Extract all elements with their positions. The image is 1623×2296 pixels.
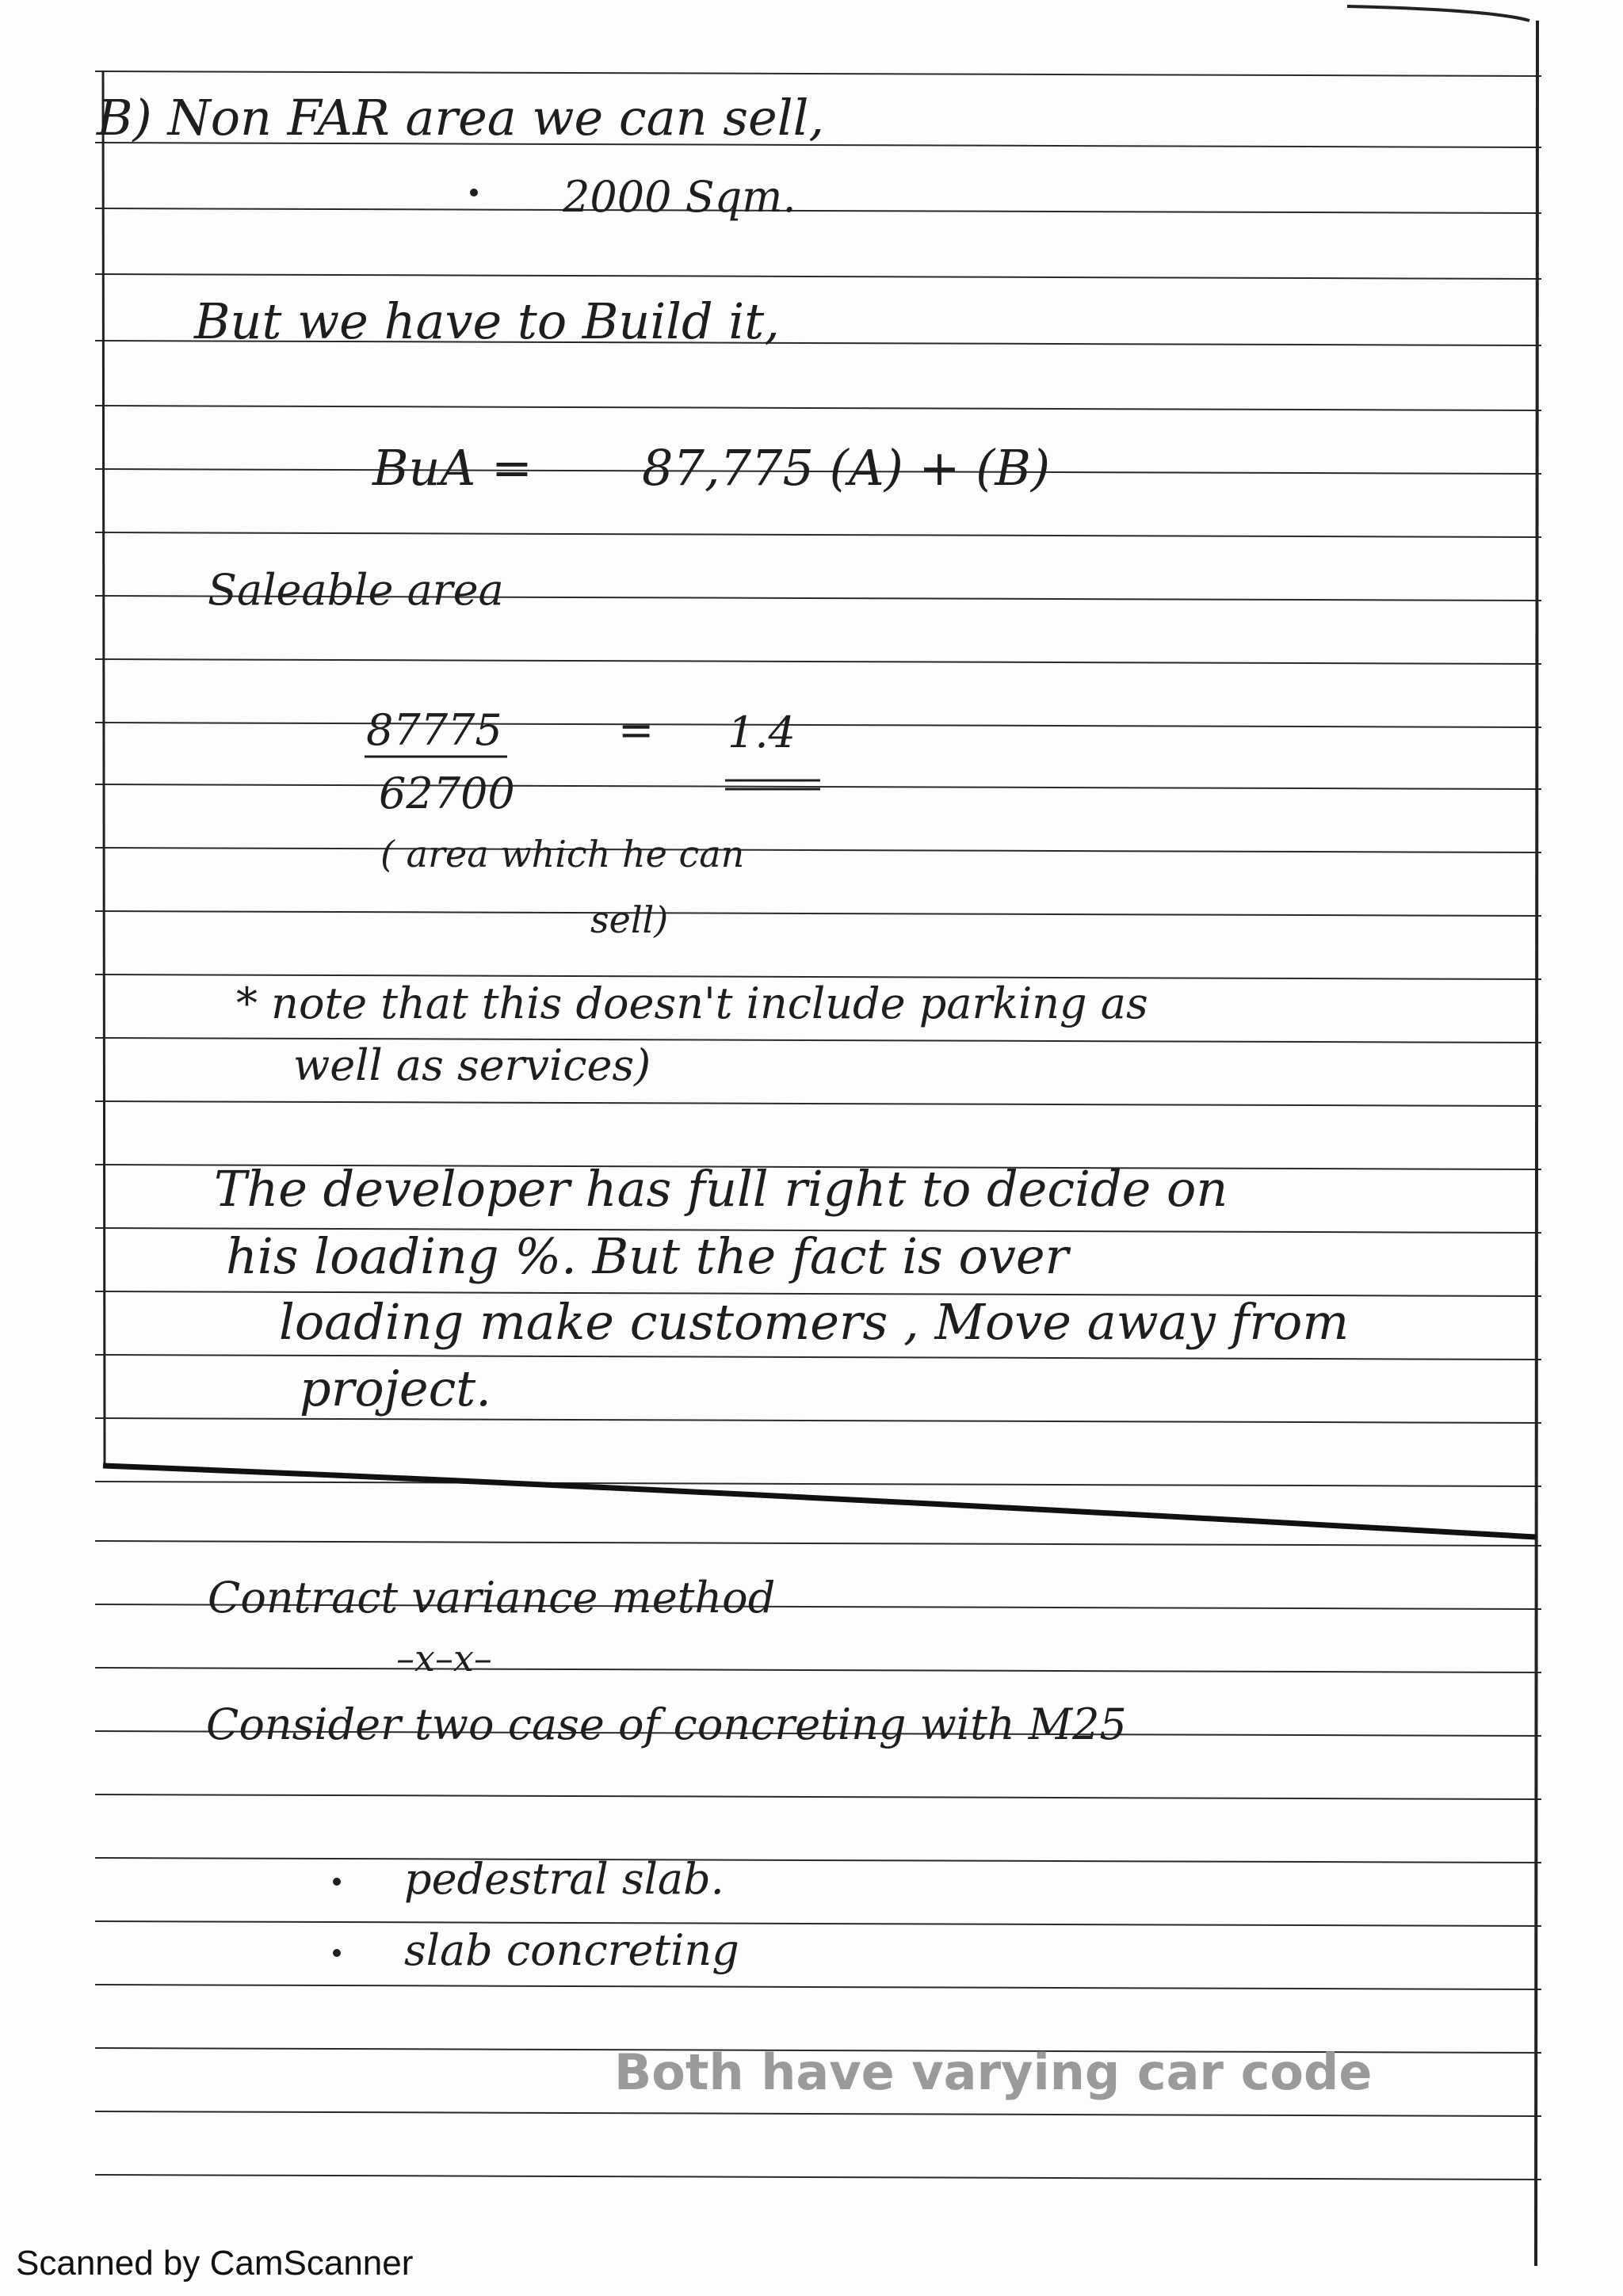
line-note-parking: * note that this doesn't include parking as — [236, 978, 1148, 1028]
bullet-pedestal-slab: pedestral slab. — [404, 1854, 724, 1904]
line-build-it: But we have to Build it, — [194, 292, 780, 350]
fraction-denominator: 62700 — [379, 769, 515, 818]
heading-contract-variance: Contract variance method — [208, 1573, 776, 1623]
bullet-slab-concreting: slab concreting — [404, 1925, 739, 1975]
note-sell: sell) — [590, 898, 669, 941]
line-non-far-area: B) Non FAR area we can sell, — [97, 89, 825, 147]
line-bua-label: BuA = — [372, 439, 533, 497]
line-over-loading: loading make customers , Move away from — [279, 1293, 1350, 1351]
faded-note-car-code: Both have varying car code — [614, 2043, 1373, 2101]
equals-sign: = — [618, 705, 655, 755]
note-area-which: ( area which he can — [380, 833, 745, 875]
heading-underline-marks: –x–x– — [396, 1637, 492, 1680]
line-2000-sqm: 2000 Sqm. — [563, 172, 796, 222]
line-bua-value: 87,775 (A) + (B) — [642, 439, 1051, 497]
fraction-numerator: 87775 — [366, 705, 502, 755]
line-loading: his loading %. But the fact is over — [226, 1227, 1069, 1285]
ratio-result: 1.4 — [727, 707, 796, 757]
line-services: well as services) — [293, 1040, 651, 1090]
line-developer: The developer has full right to decide on — [214, 1160, 1228, 1218]
line-consider-two-cases: Consider two case of concreting with M25 — [206, 1699, 1127, 1749]
line-project: project. — [300, 1360, 491, 1417]
scanner-watermark: Scanned by CamScanner — [16, 2244, 414, 2283]
line-saleable-area: Saleable area — [208, 565, 504, 615]
